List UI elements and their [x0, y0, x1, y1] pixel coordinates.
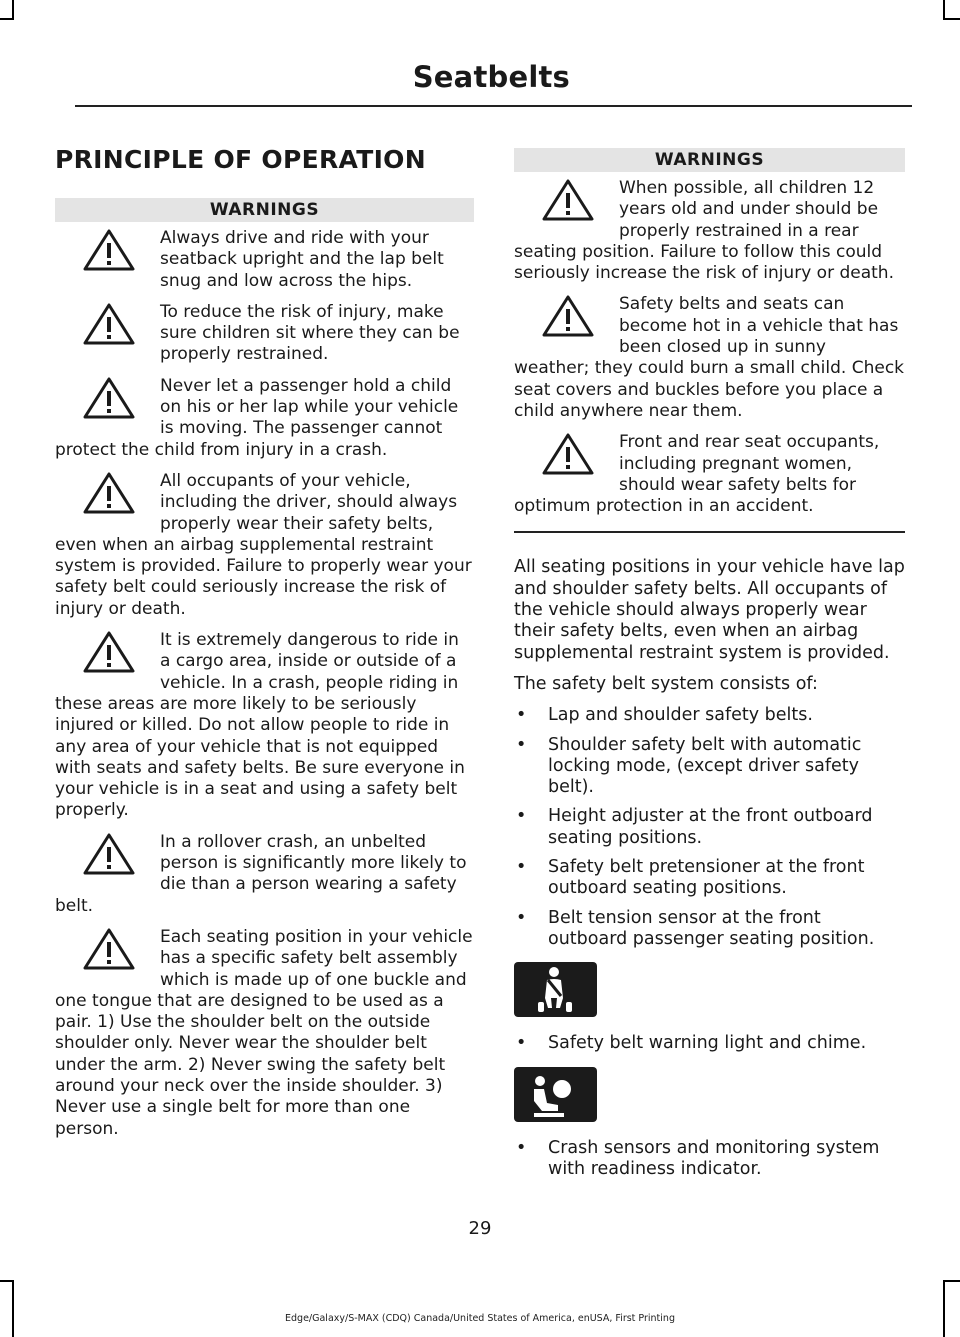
- bullet-list: [514, 1138, 905, 1181]
- bullet-dot: •: [516, 1033, 527, 1054]
- bullet-text: Belt tension sensor at the front outboard passenger seating position.: [548, 907, 875, 949]
- right-column: [514, 148, 905, 1188]
- warnings-list: [514, 178, 905, 517]
- warning-text: Safety belts and seats can become hot in a vehicle that has been closed up in sunny weather; they could burn a small child. Check seat covers and buckles before you place a child anywhere near them.: [514, 294, 905, 421]
- bullet-dot: •: [516, 857, 527, 878]
- warning-text: It is extremely dangerous to ride in a cargo area, inside or outside of a vehicle. In a crash, people riding in these areas are more likely to be seriously injured or killed. Do not allow people to ride in any area of your vehicle that is not equipped with seats and safety belts. Be sure everyone in your vehicle is in a seat and using a safety belt properly.: [55, 630, 465, 821]
- bullet-text: Crash sensors and monitoring system with readiness indicator.: [548, 1137, 880, 1179]
- page-header-title: Seatbelts: [412, 60, 570, 94]
- crop-mark: [945, 1280, 960, 1282]
- crop-mark: [12, 0, 14, 20]
- section-title: PRINCIPLE OF OPERATION: [55, 145, 426, 174]
- warning-triangle-icon: [542, 432, 594, 476]
- seatbelt-warning-symbol-icon: [514, 962, 597, 1017]
- list-item: [514, 908, 905, 951]
- warning-text: To reduce the risk of injury, make sure children sit where they can be properly restrained.: [160, 301, 460, 365]
- bullet-dot: •: [516, 734, 527, 755]
- warnings-heading: WARNINGS: [514, 148, 905, 172]
- bullet-dot: •: [516, 806, 527, 827]
- bullet-dot: •: [516, 705, 527, 726]
- page-number: 29: [468, 1218, 492, 1239]
- airbag-warning-symbol-icon: [514, 1067, 597, 1122]
- warning-text: Never let a passenger hold a child on his or her lap while your vehicle is moving. The passenger cannot protect the child from injury in a crash.: [55, 375, 459, 460]
- bullet-list: [514, 1033, 905, 1054]
- bullet-dot: •: [516, 1137, 527, 1158]
- list-item: [514, 806, 905, 849]
- bullet-text: Height adjuster at the front outboard seating positions.: [548, 806, 873, 848]
- warning-text: Each seating position in your vehicle has a specific safety belt assembly which is made up of one buckle and one tongue that are designed to be used as a pair. 1) Use the shoulder belt on the outside shoulder only. Never wear the shoulder belt under the arm. 2) Never swing the safety belt around your neck over the inside shoulder. 3) Never use a single belt for more than one person.: [55, 926, 473, 1139]
- bullet-text: Safety belt pretensioner at the front outboard seating positions.: [548, 857, 865, 899]
- warning-triangle-icon: [83, 927, 135, 971]
- bullet-text: Lap and shoulder safety belts.: [548, 705, 813, 726]
- crop-mark: [12, 1280, 14, 1337]
- warning-triangle-icon: [542, 178, 594, 222]
- list-item: [514, 1033, 905, 1054]
- warning-item: [514, 432, 905, 517]
- warning-triangle-icon: [542, 294, 594, 338]
- warning-item: [55, 228, 474, 292]
- warning-item: [514, 178, 905, 284]
- list-item: [514, 857, 905, 900]
- warning-triangle-icon: [83, 228, 135, 272]
- warning-item: [55, 630, 474, 822]
- warning-text: All occupants of your vehicle, including the driver, should always properly wear their safety belts, even when an airbag supplemental restraint system is provided. Failure to properly wear your safety belt could seriously increase the risk of injury or death.: [55, 470, 472, 619]
- bullet-list: [514, 705, 905, 950]
- warnings-heading: WARNINGS: [55, 198, 474, 222]
- header-rule: [75, 105, 912, 107]
- intro-paragraph: All seating positions in your vehicle have lap and shoulder safety belts. All occupants of the vehicle should always properly wear their safety belts, even when an airbag supplemental restraint system is provided.: [514, 557, 905, 663]
- warning-text: In a rollover crash, an unbelted person is significantly more likely to die than a person wearing a safety belt.: [55, 831, 467, 916]
- warnings-end-rule: [514, 531, 905, 533]
- warning-item: [514, 294, 905, 422]
- warning-text: Front and rear seat occupants, including pregnant women, should wear safety belts for optimum protection in an accident.: [514, 432, 880, 517]
- left-column: [55, 198, 474, 1150]
- warning-item: [55, 376, 474, 461]
- warning-item: [55, 832, 474, 917]
- system-intro: The safety belt system consists of:: [514, 673, 818, 694]
- warning-item: [55, 927, 474, 1140]
- warning-triangle-icon: [83, 471, 135, 515]
- crop-mark: [0, 1280, 14, 1282]
- list-item: [514, 735, 905, 799]
- warning-triangle-icon: [83, 302, 135, 346]
- crop-mark: [0, 18, 14, 20]
- list-item: [514, 1138, 905, 1181]
- list-item: [514, 705, 905, 726]
- warning-text: When possible, all children 12 years old and under should be properly restrained in a rear seating position. Failure to follow this could seriously increase the risk of injury or death.: [514, 178, 894, 284]
- crop-mark: [945, 18, 960, 20]
- bullet-text: Shoulder safety belt with automatic locking mode, (except driver safety belt).: [548, 734, 862, 798]
- footer-text: Edge/Galaxy/S-MAX (CDQ) Canada/United States of America, enUSA, First Printing: [285, 1313, 675, 1324]
- warning-triangle-icon: [83, 832, 135, 876]
- bullet-dot: •: [516, 907, 527, 928]
- warning-triangle-icon: [83, 376, 135, 420]
- bullet-text: Safety belt warning light and chime.: [548, 1033, 867, 1054]
- warning-text: Always drive and ride with your seatback upright and the lap belt snug and low across the hips.: [160, 228, 444, 291]
- crop-mark: [943, 1280, 945, 1337]
- warnings-list: [55, 228, 474, 1140]
- warning-triangle-icon: [83, 630, 135, 674]
- warning-item: [55, 471, 474, 620]
- warning-item: [55, 302, 474, 366]
- crop-mark: [943, 0, 945, 20]
